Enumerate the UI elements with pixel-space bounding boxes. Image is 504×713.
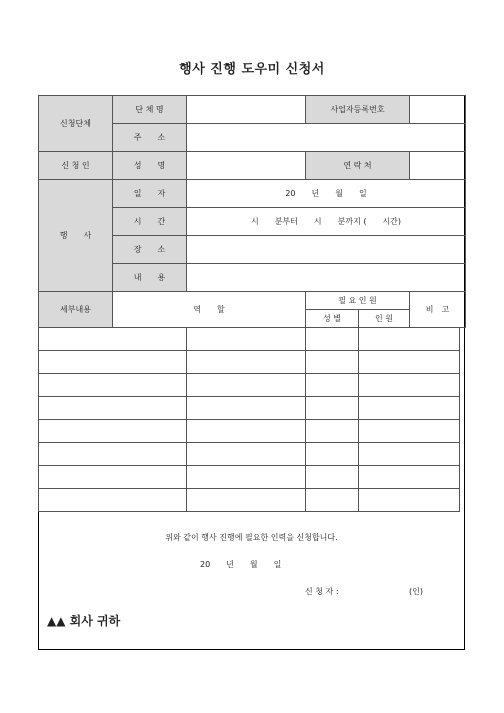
count-header: 인 원 (359, 310, 410, 328)
count-cell[interactable] (306, 489, 359, 512)
role-cell[interactable] (39, 351, 187, 374)
count-cell[interactable] (306, 466, 359, 489)
count-cell[interactable] (306, 328, 359, 351)
event-time-label: 시 간 (113, 208, 187, 236)
note-cell[interactable] (359, 466, 460, 489)
gender-cell[interactable] (187, 374, 306, 397)
staff-header: 필 요 인 원 (306, 292, 410, 310)
role-header: 역 할 (113, 292, 306, 328)
gender-cell[interactable] (187, 466, 306, 489)
details-label: 세부내용 (39, 292, 113, 328)
document-title: 행사 진행 도우미 신청서 (179, 62, 325, 77)
count-cell[interactable] (306, 420, 359, 443)
signer-label: 신 청 자 : (305, 587, 339, 596)
declaration-section (39, 510, 464, 650)
event-date-label: 일 자 (113, 180, 187, 208)
detail-row (39, 374, 466, 397)
applicant-person-label: 신 청 인 (39, 152, 113, 180)
note-cell[interactable] (359, 489, 460, 512)
note-cell[interactable] (359, 328, 460, 351)
gender-cell[interactable] (187, 420, 306, 443)
name-field[interactable] (187, 152, 306, 180)
role-cell[interactable] (39, 328, 187, 351)
event-place-field[interactable] (187, 236, 466, 264)
detail-row (39, 351, 466, 374)
gender-header: 성 별 (306, 310, 359, 328)
application-date[interactable]: 20 년 월 일 (200, 560, 282, 569)
count-cell[interactable] (306, 397, 359, 420)
detail-row (39, 328, 466, 351)
count-cell[interactable] (306, 351, 359, 374)
event-content-field[interactable] (187, 264, 466, 292)
detail-row (39, 420, 466, 443)
address-field[interactable] (187, 124, 466, 152)
contact-field[interactable] (410, 152, 466, 180)
event-date-field[interactable]: 20 년 월 일 (187, 180, 466, 208)
event-content-label: 내 용 (113, 264, 187, 292)
event-place-label: 장 소 (113, 236, 187, 264)
org-name-field[interactable] (187, 96, 306, 124)
detail-row (39, 466, 466, 489)
note-cell[interactable] (359, 397, 460, 420)
gender-cell[interactable] (187, 328, 306, 351)
event-time-field[interactable]: 시 분부터 시 분까지 ( 시간) (187, 208, 466, 236)
count-cell[interactable] (306, 443, 359, 466)
event-label: 행 사 (39, 180, 113, 292)
role-cell[interactable] (39, 374, 187, 397)
address-label: 주 소 (113, 124, 187, 152)
note-header: 비 고 (410, 292, 466, 328)
contact-label: 연 락 처 (306, 152, 410, 180)
note-cell[interactable] (359, 420, 460, 443)
detail-row (39, 489, 466, 512)
org-name-label: 단 체 명 (113, 96, 187, 124)
gender-cell[interactable] (187, 443, 306, 466)
role-cell[interactable] (39, 466, 187, 489)
reg-no-label: 사업자등록번호 (306, 96, 410, 124)
addressee: ▲▲ 회사 귀하 (47, 614, 121, 628)
role-cell[interactable] (39, 489, 187, 512)
note-cell[interactable] (359, 374, 460, 397)
role-cell[interactable] (39, 420, 187, 443)
note-cell[interactable] (359, 443, 460, 466)
gender-cell[interactable] (187, 489, 306, 512)
name-label: 성 명 (113, 152, 187, 180)
gender-cell[interactable] (187, 397, 306, 420)
note-cell[interactable] (359, 351, 460, 374)
count-cell[interactable] (306, 374, 359, 397)
applicant-org-label: 신청단체 (39, 96, 113, 152)
form-table (38, 95, 466, 512)
seal-mark: (인) (409, 587, 423, 596)
detail-row (39, 443, 466, 466)
role-cell[interactable] (39, 443, 187, 466)
reg-no-field[interactable] (410, 96, 466, 124)
declaration-text: 위와 같이 행사 진행에 필요한 인력을 신청합니다. (165, 533, 338, 542)
detail-row (39, 397, 466, 420)
gender-cell[interactable] (187, 351, 306, 374)
role-cell[interactable] (39, 397, 187, 420)
